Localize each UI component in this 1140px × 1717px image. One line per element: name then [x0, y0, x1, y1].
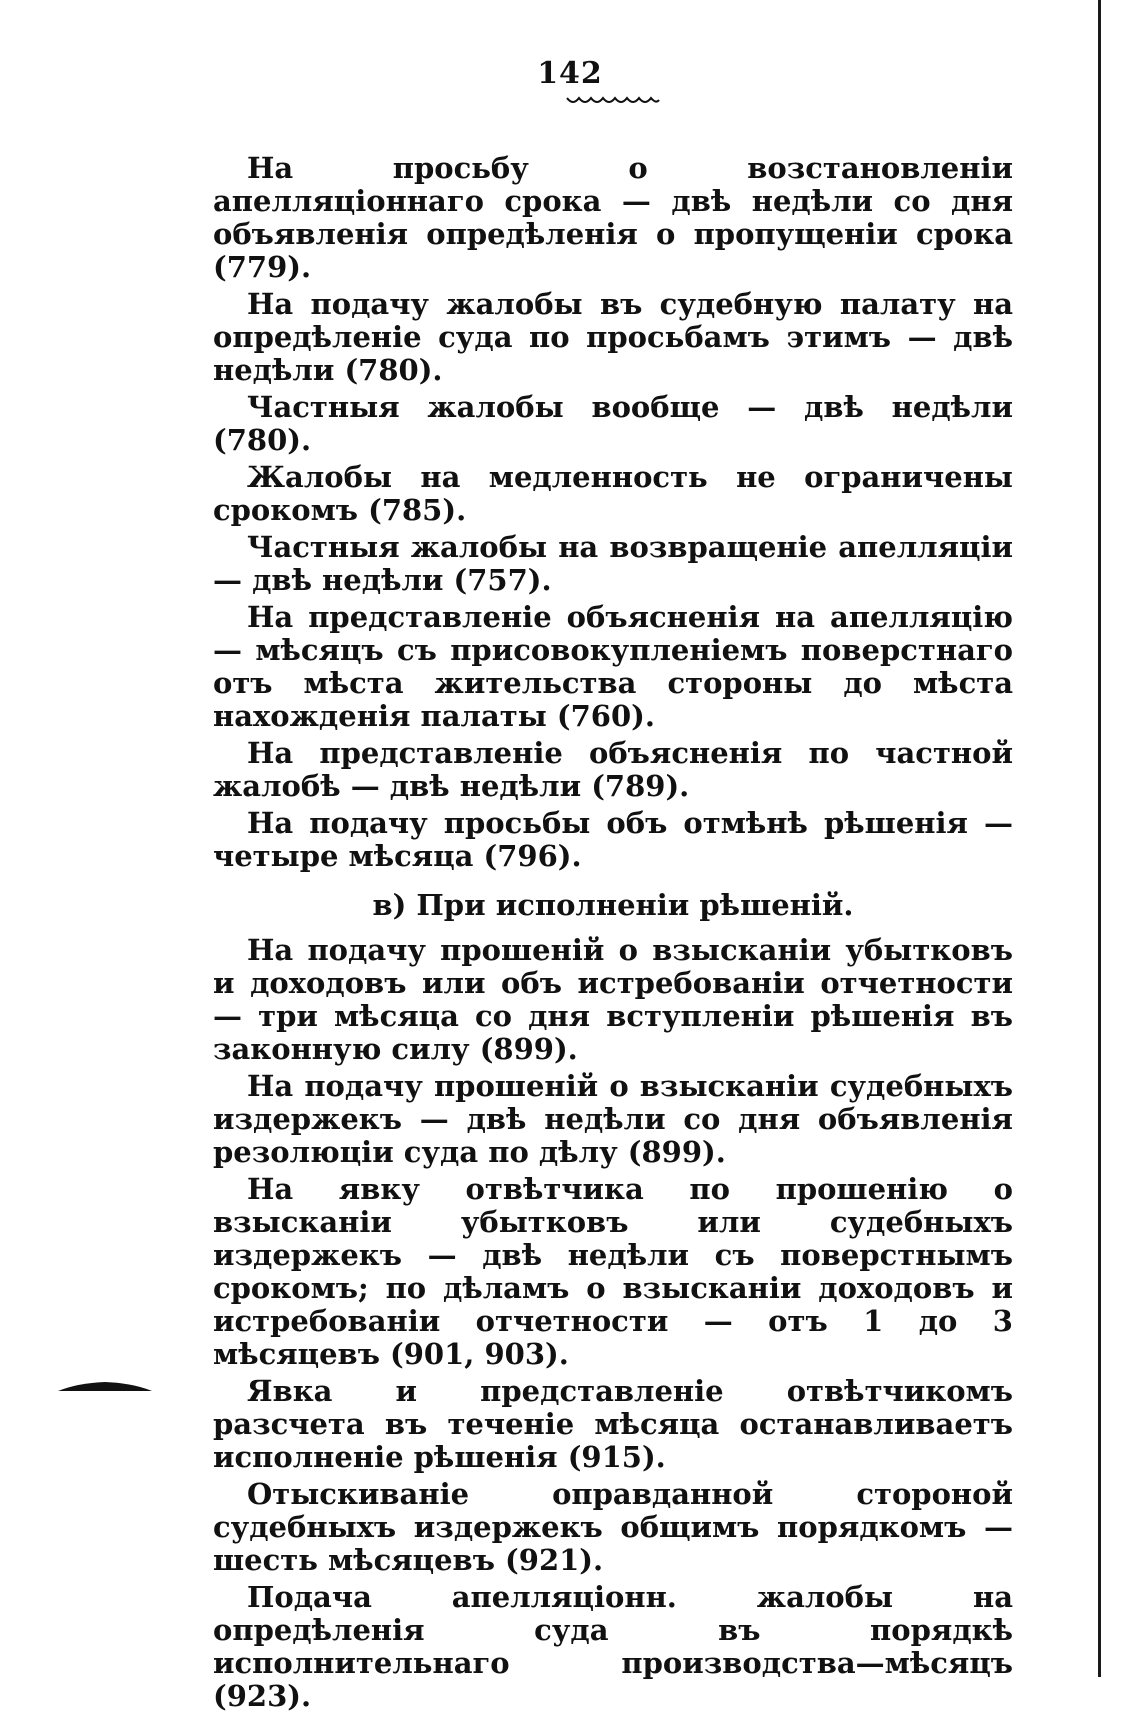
page-number: 142 — [537, 56, 603, 91]
paragraph: На явку отвѣтчика по прошенію о взысканіи убытковъ или судебныхъ издержекъ — двѣ недѣли съ поверстнымъ срокомъ; по дѣламъ о взысканіи доходовъ и истребованіи отчетности — отъ 1 до 3 мѣсяцевъ (901, 903). — [213, 1172, 1013, 1371]
section-heading: в) При исполненіи рѣшеній. — [372, 888, 854, 922]
wavy-ornament-icon — [565, 94, 661, 108]
paragraph: Жалобы на медленность не ограничены срокомъ (785). — [213, 460, 1013, 527]
paragraph: Явка и представленіе отвѣтчикомъ разсчета въ теченіе мѣсяца останавливаетъ исполненіе рѣшенія (915). — [213, 1374, 1013, 1474]
paragraph: Подача апелляціонн. жалобы на опредѣленія суда въ порядкѣ исполнительнаго производства—мѣсяцъ (923). — [213, 1580, 1013, 1713]
main-text — [213, 152, 1013, 1717]
paragraph: На подачу просьбы объ отмѣнѣ рѣшенія — четыре мѣсяца (796). — [213, 806, 1013, 873]
paragraph: Частныя жалобы вообще — двѣ недѣли (780). — [213, 390, 1013, 457]
paragraph: На представленіе объясненія по частной жалобѣ — двѣ недѣли (789). — [213, 736, 1013, 803]
paragraph: Отыскиваніе оправданной стороной судебныхъ издержекъ общимъ порядкомъ — шесть мѣсяцевъ (921). — [213, 1477, 1013, 1577]
paragraph: На подачу жалобы въ судебную палату на опредѣленіе суда по просьбамъ этимъ — двѣ недѣли (780). — [213, 287, 1013, 387]
paragraph: На просьбу о возстановленіи апелляціоннаго срока — двѣ недѣли со дня объявленія опредѣленія о пропущеніи срока (779). — [213, 151, 1013, 284]
paragraph: На представленіе объясненія на апелляцію — мѣсяцъ съ присовокупленіемъ поверстнаго отъ мѣста жительства стороны до мѣста нахожденія палаты (760). — [213, 600, 1013, 733]
page-edge-line — [1098, 0, 1101, 1677]
printer-mark-icon — [58, 1380, 152, 1394]
paragraph: Частныя жалобы на возвращеніе апелляціи — двѣ недѣли (757). — [213, 530, 1013, 597]
paragraph: На подачу прошеній о взысканіи судебныхъ издержекъ — двѣ недѣли со дня объявленія резолюціи суда по дѣлу (899). — [213, 1069, 1013, 1169]
paragraph: На подачу прошеній о взысканіи убытковъ и доходовъ или объ истребованіи отчетности — три мѣсяца со дня вступленіи рѣшенія въ законную силу (899). — [213, 933, 1013, 1066]
